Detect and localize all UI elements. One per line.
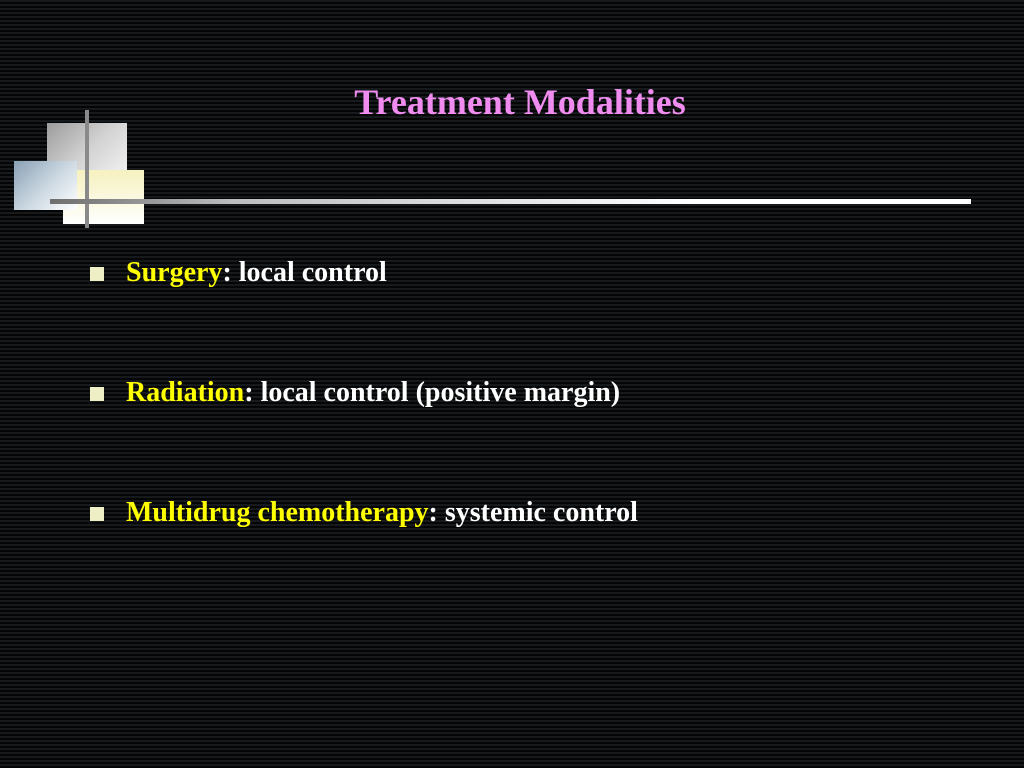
decorative-vertical-line [85,110,89,228]
slide-title: Treatment Modalities [354,82,686,122]
bullet-term: Multidrug chemotherapy [126,497,429,528]
bullet-description: : local control [222,257,387,288]
square-bullet-icon [90,387,104,401]
bullet-description: : systemic control [428,497,638,528]
bullet-term: Radiation [126,377,245,408]
square-bullet-icon [90,507,104,521]
bullet-term: Surgery [126,257,223,288]
square-bullet-icon [90,267,104,281]
bullet-text [126,255,387,291]
title-underline [50,199,971,204]
bullet-description: : local control (positive margin) [244,377,621,408]
bullet-text [126,495,638,531]
bullet-text [126,375,620,411]
